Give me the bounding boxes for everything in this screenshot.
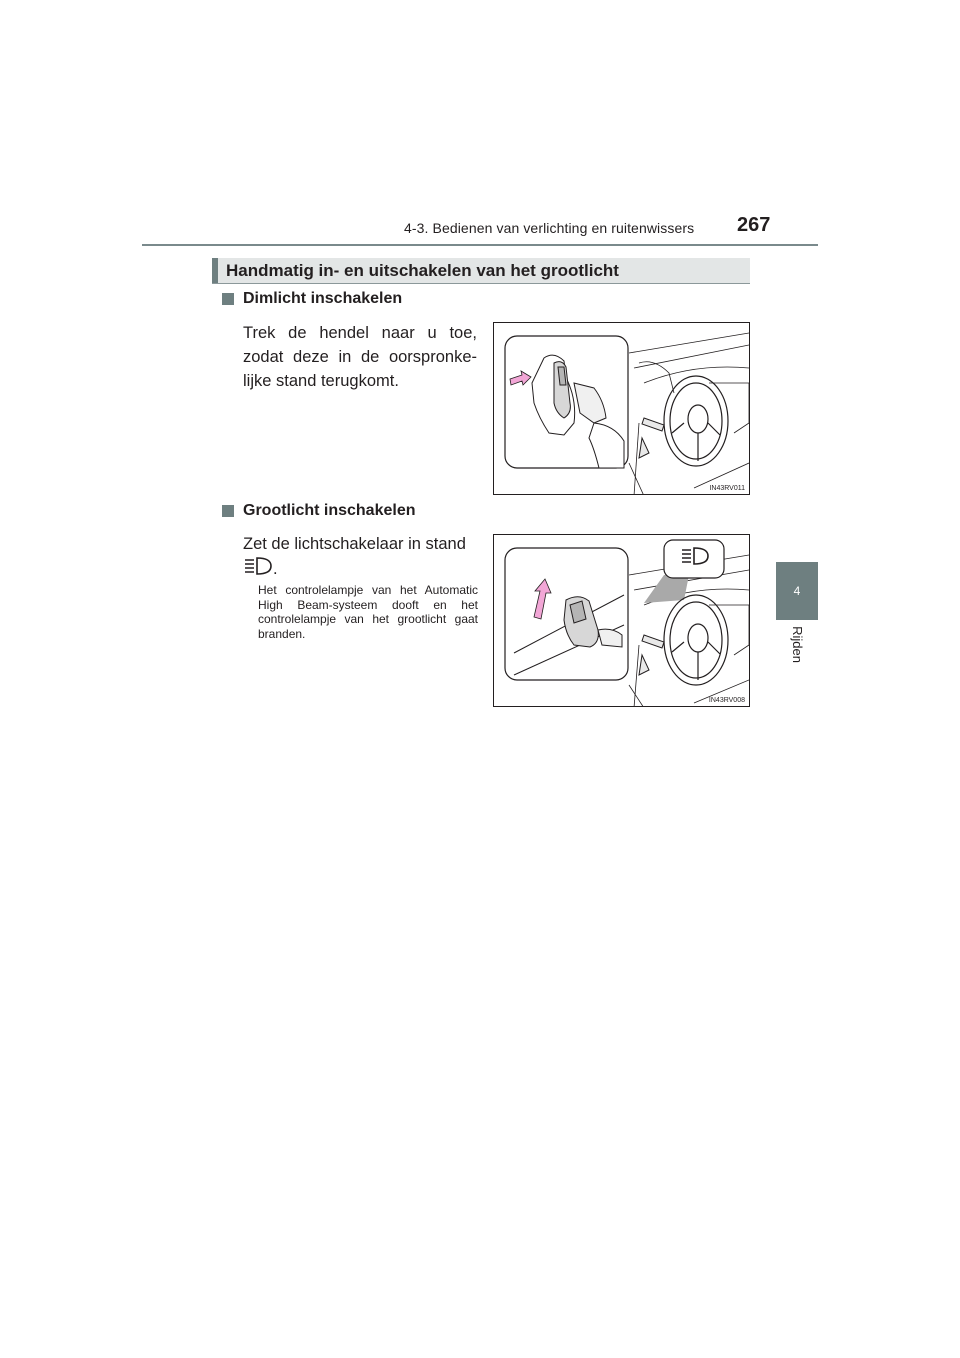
section-heading-bar <box>212 258 750 284</box>
bullet-square-icon <box>222 293 234 305</box>
lever-push-illustration <box>494 535 750 707</box>
high-beam-instruction-text: Zet de lichtschakelaar in stand <box>243 535 466 553</box>
header-divider <box>142 244 818 246</box>
high-beam-instruction <box>243 532 477 583</box>
low-beam-heading <box>222 290 402 308</box>
low-beam-figure <box>493 322 750 495</box>
low-beam-heading-text: Dimlicht inschakelen <box>243 290 403 307</box>
bullet-square-icon <box>222 505 234 517</box>
lever-pull-illustration <box>494 323 750 495</box>
high-beam-figure-code: IN43RV008 <box>708 697 745 704</box>
high-beam-instruction-end: . <box>273 559 278 578</box>
section-heading-title: Handmatig in- en uitschakelen van het grootlicht <box>226 261 619 280</box>
section-heading-accent <box>212 258 218 283</box>
high-beam-note: Het controlelampje van het Automatic High Beam-systeem dooft en het controlelampje van het grootlicht gaat branden. <box>258 583 478 641</box>
low-beam-figure-code: IN43RV011 <box>709 485 745 492</box>
high-beam-figure <box>493 534 750 707</box>
high-beam-heading-text: Grootlicht inschakelen <box>243 502 416 519</box>
chapter-tab-number: 4 <box>776 562 818 620</box>
page-number: 267 <box>737 214 771 236</box>
high-beam-icon <box>243 556 273 583</box>
chapter-tab-text: Rijden <box>789 625 805 663</box>
high-beam-heading <box>222 502 415 520</box>
low-beam-instruction: Trek de hendel naar u toe, zodat deze in de oorspronke-lijke stand terugkomt. <box>243 324 477 390</box>
chapter-tab-label <box>776 620 818 668</box>
running-header-title: 4-3. Bedienen van verlichting en ruitenwissers <box>404 220 695 236</box>
